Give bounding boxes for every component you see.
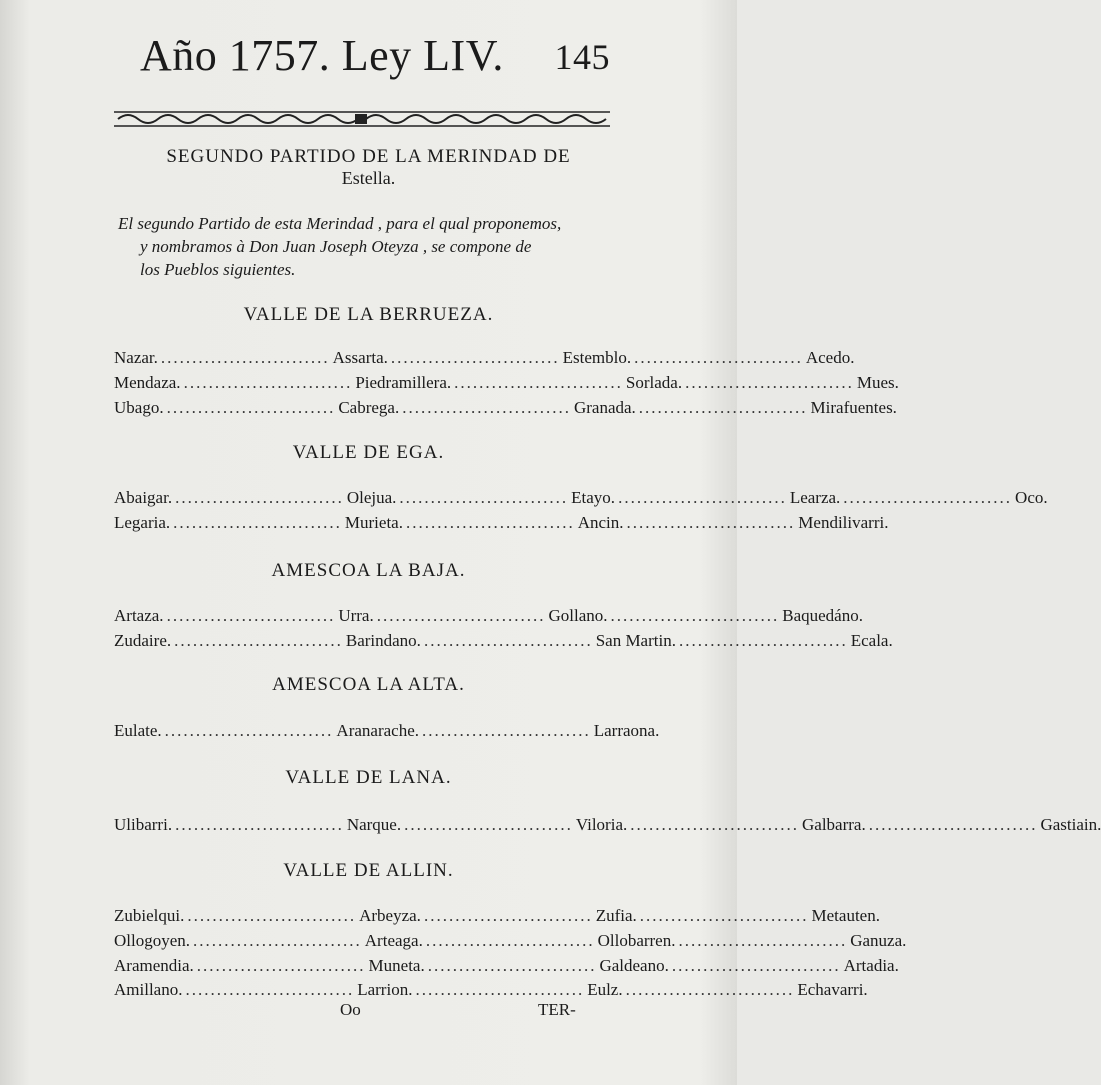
town-name: Zubielqui. <box>114 906 185 925</box>
town-name: Acedo. <box>805 348 855 367</box>
town-name: Ecala. <box>850 631 893 650</box>
town-row: Abaigar. ........................... Olejua. ........................... Etayo. ........................... Learza. ........................... Oco. <box>114 488 1048 507</box>
town-row: Amillano. ........................... Larrion. ........................... Eulz. ........................... Echavarri. <box>114 980 868 999</box>
town-name: Eulz. <box>587 980 623 999</box>
catchword: TER- <box>538 1000 576 1019</box>
town-row: Nazar. ........................... Assarta. ........................... Estemblo. ........................... Acedo. <box>114 348 855 367</box>
signature-mark: Oo <box>340 1000 361 1019</box>
town-name: Zudaire. <box>114 631 172 650</box>
town-row: Aramendia. ........................... Muneta. ........................... Galdeano. ........................... Artadia. <box>114 956 899 975</box>
intro-line-3: los Pueblos siguientes. <box>140 260 296 279</box>
section-title-line1: SEGUNDO PARTIDO DE LA MERINDAD DE <box>166 146 571 167</box>
town-name: Gastiain. <box>1040 815 1101 834</box>
town-name: Galdeano. <box>599 956 669 975</box>
town-name: Gollano. <box>548 606 608 625</box>
town-row: Eulate. ........................... Aranarache. ........................... Larraona. <box>114 721 660 740</box>
town-row: Zubielqui. ........................... Arbeyza. ........................... Zufia. ........................... Metauten. <box>114 906 880 925</box>
town-name: Echavarri. <box>797 980 868 999</box>
town-name: Muneta. <box>368 956 425 975</box>
town-name: Ubago. <box>114 398 164 417</box>
town-name: Abaigar. <box>114 488 173 507</box>
town-name: Learza. <box>789 488 841 507</box>
town-name: Baquedáno. <box>782 606 863 625</box>
town-name: Murieta. <box>344 513 403 532</box>
valley-title-berrueza: VALLE DE LA BERRUEZA. <box>243 304 494 325</box>
town-name: Urra. <box>338 606 374 625</box>
town-name: Arteaga. <box>364 931 423 950</box>
town-name: Arbeyza. <box>359 906 421 925</box>
town-name: Larraona. <box>593 721 660 740</box>
valley-title-allin: VALLE DE ALLIN. <box>283 860 454 881</box>
town-name: Aramendia. <box>114 956 194 975</box>
town-name: Mirafuentes. <box>810 398 897 417</box>
town-row: Artaza. ........................... Urra. ........................... Gollano. ........................... Baquedáno. <box>114 606 863 625</box>
town-name: Granada. <box>573 398 636 417</box>
valley-title-ega: VALLE DE EGA. <box>292 442 445 463</box>
town-row: Ulibarri. ........................... Narque. ........................... Viloria. ........................... Galbarra. ........................... Gastiain. <box>114 815 1101 834</box>
town-name: Narque. <box>346 815 402 834</box>
town-name: Ganuza. <box>850 931 907 950</box>
town-row: Ollogoyen. ........................... Arteaga. ........................... Ollobarren. ........................... Ganuza. <box>114 931 907 950</box>
town-row: Legaria. ........................... Murieta. ........................... Ancin. ........................... Mendilivarri. <box>114 513 889 532</box>
valley-title-amescoa-baja: AMESCOA LA BAJA. <box>271 560 466 581</box>
town-row: Ubago. ........................... Cabrega. ........................... Granada. ........................... Mirafuentes. <box>114 398 897 417</box>
intro-line-2: y nombramos à Don Juan Joseph Oteyza , se compone de <box>140 237 532 256</box>
decorative-rule-ornament <box>112 108 612 130</box>
valley-title-amescoa-alta: AMESCOA LA ALTA. <box>272 674 465 695</box>
running-head-title: Año 1757. Ley LIV. <box>140 31 504 80</box>
section-title-line2: Estella. <box>341 168 396 188</box>
town-name: San Martin. <box>595 631 676 650</box>
town-name: Ancin. <box>577 513 624 532</box>
town-name: Cabrega. <box>338 398 400 417</box>
town-name: Aranarache. <box>336 721 419 740</box>
intro-line-1: El segundo Partido de esta Merindad , para el qual proponemos, <box>118 214 562 233</box>
town-name: Oco. <box>1015 488 1048 507</box>
town-name: Metauten. <box>811 906 880 925</box>
town-name: Barindano. <box>345 631 421 650</box>
town-name: Viloria. <box>575 815 628 834</box>
town-name: Sorlada. <box>625 373 683 392</box>
town-name: Galbarra. <box>802 815 866 834</box>
town-name: Mendilivarri. <box>798 513 889 532</box>
town-name: Zufia. <box>595 906 637 925</box>
town-name: Artadia. <box>843 956 899 975</box>
town-name: Mues. <box>856 373 899 392</box>
town-name: Mendaza. <box>114 373 181 392</box>
town-name: Olejua. <box>346 488 397 507</box>
valley-title-lana: VALLE DE LANA. <box>285 767 452 788</box>
town-name: Assarta. <box>332 348 388 367</box>
town-row: Zudaire. ........................... Barindano. ........................... San Martin. ........................... Ecala. <box>114 631 893 650</box>
town-name: Eulate. <box>114 721 162 740</box>
town-name: Larrion. <box>357 980 413 999</box>
town-name: Artaza. <box>114 606 164 625</box>
town-name: Ollobarren. <box>597 931 676 950</box>
town-name: Legaria. <box>114 513 171 532</box>
town-row: Mendaza. ........................... Piedramillera. ........................... Sorlada. ........................... Mues. <box>114 373 899 392</box>
town-name: Nazar. <box>114 348 158 367</box>
town-name: Amillano. <box>114 980 183 999</box>
town-name: Piedramillera. <box>355 373 452 392</box>
town-name: Ulibarri. <box>114 815 173 834</box>
page-number: 145 <box>554 37 610 77</box>
town-name: Ollogoyen. <box>114 931 191 950</box>
town-name: Estemblo. <box>562 348 632 367</box>
page-header <box>140 30 610 90</box>
intro-paragraph <box>118 212 613 281</box>
town-name: Etayo. <box>571 488 616 507</box>
